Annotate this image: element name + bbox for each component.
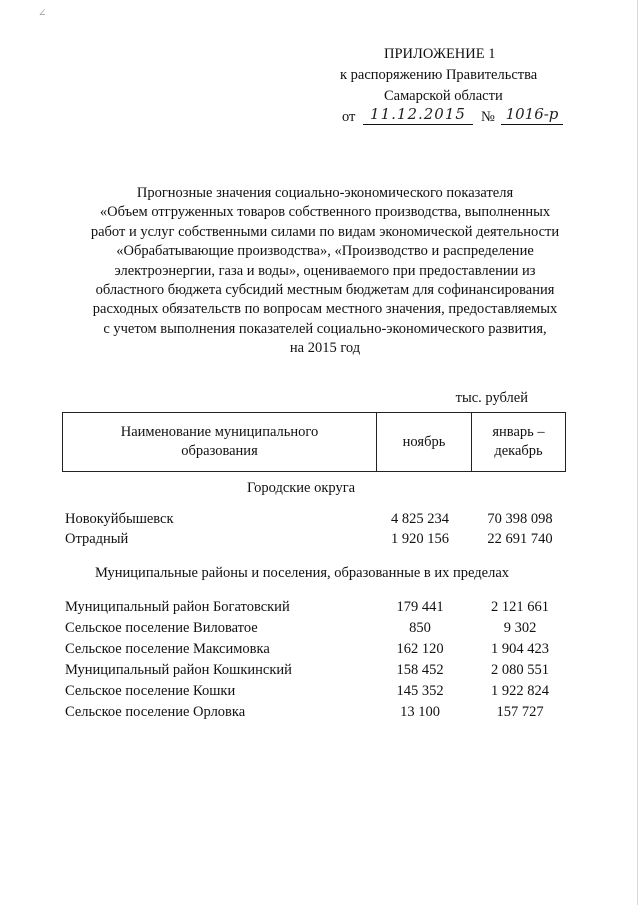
row-november: 145 352	[396, 683, 444, 699]
scan-mark: ∠	[38, 8, 47, 19]
appendix-title: ПРИЛОЖЕНИЕ 1	[384, 46, 496, 62]
row-november: 158 452	[396, 662, 444, 678]
appendix-order-line: к распоряжению Правительства	[340, 67, 538, 83]
row-november: 850	[409, 620, 431, 636]
row-name: Сельское поселение Виловатое	[65, 620, 258, 636]
table-row	[65, 620, 545, 641]
row-name: Муниципальный район Кошкинский	[65, 662, 292, 678]
table-row	[65, 683, 549, 704]
units-label: тыс. рублей	[455, 390, 528, 406]
row-name: Муниципальный район Богатовский	[65, 599, 290, 615]
number-label: №	[481, 109, 495, 125]
row-november: 1 920 156	[391, 531, 449, 547]
appendix-date-number-line	[337, 107, 587, 129]
table-header	[62, 412, 566, 472]
row-november: 13 100	[400, 704, 440, 720]
date-label: от	[342, 109, 356, 125]
row-jan-dec: 70 398 098	[487, 511, 553, 527]
row-jan-dec: 22 691 740	[487, 531, 553, 547]
row-name: Сельское поселение Максимовка	[65, 641, 270, 657]
column-header-jan-dec: январь – декабрь	[472, 413, 566, 472]
handwritten-date: 11.12.2015	[363, 104, 473, 125]
title-line: работ и услуг собственными силами по видам экономической деятельности	[90, 223, 560, 240]
row-november: 4 825 234	[391, 511, 449, 527]
row-name: Новокуйбышевск	[65, 511, 174, 527]
title-line: на 2015 год	[289, 340, 361, 357]
row-name: Сельское поселение Орловка	[65, 704, 246, 720]
column-header-name: Наименование муниципального образования	[63, 413, 377, 472]
table-row	[65, 531, 553, 552]
table-row	[65, 641, 549, 662]
title-line: «Обрабатывающие производства», «Производство и распределение	[116, 243, 534, 260]
row-jan-dec: 1 922 824	[491, 683, 549, 699]
row-name: Сельское поселение Кошки	[65, 683, 236, 699]
page-edge-line	[637, 0, 638, 905]
handwritten-number: 1016-р	[501, 104, 563, 125]
title-line: областного бюджета субсидий местным бюджетам для софинансирования	[95, 282, 555, 299]
document-title	[55, 184, 595, 359]
table-row	[65, 599, 549, 620]
section-title-city-districts: Городские округа	[247, 480, 356, 496]
title-line: «Объем отгруженных товаров собственного производства, выполненных	[99, 204, 551, 221]
title-line: расходных обязательств по вопросам местного значения, предоставляемых	[92, 301, 558, 318]
column-header-november: ноябрь	[377, 413, 472, 472]
row-november: 162 120	[396, 641, 444, 657]
row-jan-dec: 2 121 661	[491, 599, 549, 615]
table-row	[65, 704, 545, 725]
title-line: электроэнергии, газа и воды», оцениваемого при предоставлении из	[114, 262, 536, 279]
row-jan-dec: 2 080 551	[491, 662, 549, 678]
table-row	[65, 662, 549, 683]
appendix-region-line: Самарской области	[384, 88, 503, 104]
title-line: с учетом выполнения показателей социально-экономического развития,	[103, 320, 547, 337]
row-jan-dec: 1 904 423	[491, 641, 549, 657]
row-jan-dec: 9 302	[503, 620, 537, 636]
section-title-municipal-districts: Муниципальные районы и поселения, образованные в их пределах	[95, 565, 510, 581]
row-jan-dec: 157 727	[496, 704, 544, 720]
table-row	[65, 511, 553, 532]
appendix-header	[337, 44, 587, 129]
row-name: Отрадный	[65, 531, 129, 547]
row-november: 179 441	[396, 599, 444, 615]
title-line: Прогнозные значения социально-экономического показателя	[136, 185, 514, 201]
